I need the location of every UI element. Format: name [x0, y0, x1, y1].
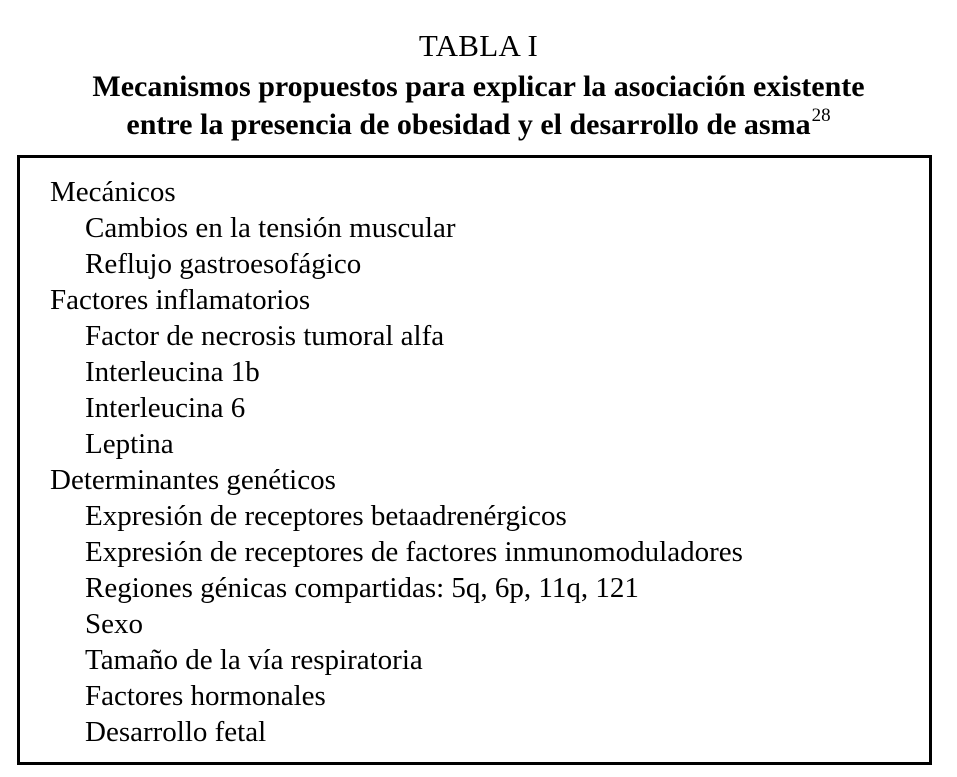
- table-box: [17, 155, 932, 765]
- list-item: Regiones génicas compartidas: 5q, 6p, 11q, 121: [85, 572, 639, 604]
- list-item: Desarrollo fetal: [85, 716, 267, 748]
- caption-line-1: Mecanismos propuestos para explicar la asociación existente: [92, 70, 865, 103]
- list-item: Factores hormonales: [85, 680, 326, 712]
- group-heading-genetic: Determinantes genéticos: [50, 464, 336, 496]
- group-heading-mechanical: Mecánicos: [50, 176, 176, 208]
- table-number: TABLA I: [418, 28, 539, 63]
- list-item: Expresión de receptores betaadrenérgicos: [85, 500, 567, 532]
- group-heading-inflammatory: Factores inflamatorios: [50, 284, 311, 316]
- reference-superscript: 28: [811, 105, 831, 126]
- list-item: Leptina: [85, 428, 174, 460]
- caption-line-2: [0, 106, 957, 148]
- list-item: Tamaño de la vía respiratoria: [85, 644, 423, 676]
- list-item: Reflujo gastroesofágico: [85, 248, 362, 280]
- list-item: Expresión de receptores de factores inmunomoduladores: [85, 536, 743, 568]
- caption-line-2-text: entre la presencia de obesidad y el desarrollo de asma: [126, 108, 811, 141]
- mechanism-list: [50, 174, 743, 750]
- list-item: Sexo: [85, 608, 143, 640]
- table-caption: [0, 68, 957, 148]
- list-item: Interleucina 1b: [85, 356, 260, 388]
- list-item: Cambios en la tensión muscular: [85, 212, 456, 244]
- list-item: Factor de necrosis tumoral alfa: [85, 320, 445, 352]
- list-item: Interleucina 6: [85, 392, 246, 424]
